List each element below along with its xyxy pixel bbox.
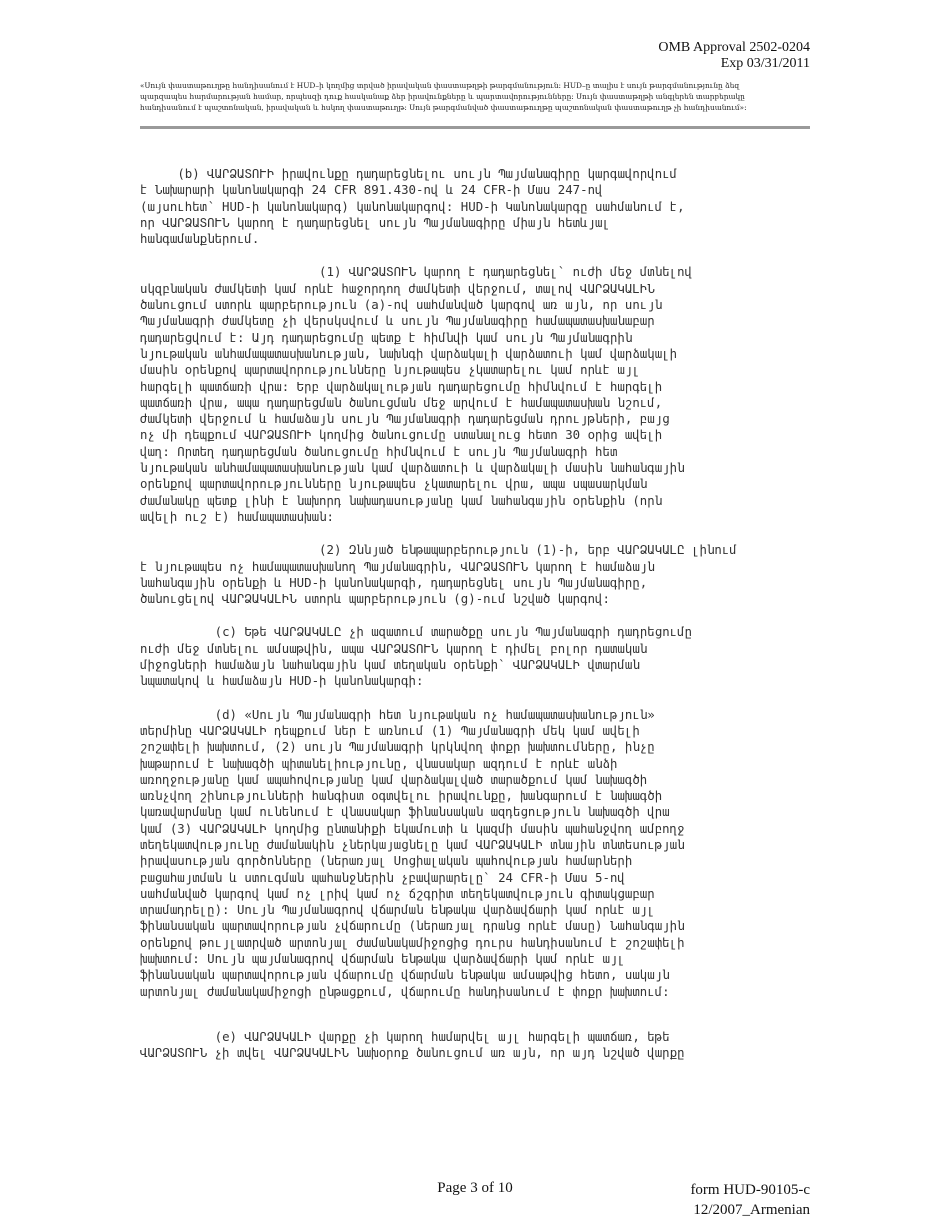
text-line: հարգելի պատճառի վրա: Երբ վարձակալության դադարեցումը հիմնվում է հարգելի (140, 378, 663, 394)
text-line: կամ (3) ՎԱՐՁԱԿԱԼԻ կողմից ընտանիքի եկամուտի և կազմի մասին պահանջվող ամբողջ (140, 820, 685, 836)
text-line: վաղ: Որտեղ դադարեցման ծանուցումը հիմնվում է սույն Պայմանագրի հետ (140, 443, 618, 459)
text-line: օրենքով թույլատրված արտոնյալ ժամանակամիջոցից դուրս հանդիսանում է շոշափելի (140, 934, 685, 950)
text-line: (2) Զննյած ենթապարբերություն (1)-ի, երբ ՎԱՐՁԱԿԱԼԸ լինում (140, 542, 737, 558)
text-line: ժամանակը պետք լինի է նախորդ նախադասությանը կամ նահանգային օրենքին (որն (140, 492, 663, 508)
text-line: օրենքով պարտավորությունները նյութապես չկատարելու վրա, ապա սպասարկման (140, 476, 648, 492)
text-line: (b) ՎԱՐՁԱՏՈՒԻ իրավունքը դադարեցնելու սույն Պայմանագիրը կարգավորվում (140, 166, 678, 181)
omb-approval-number: OMB Approval 2502-0204 (658, 40, 810, 55)
paragraph-e (140, 1029, 832, 1062)
text-line: ֆինանսական պարտավորության վճարումը վճարման ենթակա ամսաթվից հետո, սակայն (140, 967, 670, 983)
text-line: կառավարմանը կամ ունենում է վնասակար ֆինանսական ազդեցություն նախագծի վրա (140, 804, 670, 820)
document-body (140, 166, 832, 1062)
text-line: ծանուցում ստորև պարբերություն (a)-ով սահմանված կարգով առ այն, որ սույն (140, 297, 663, 313)
text-line: (e) ՎԱՐՁԱԿԱԼԻ վարքը չի կարող համարվել այլ հարգելի պատճառ, եթե (140, 1028, 670, 1044)
text-line: ժամկետի վերջում և համաձայն սույն Պայմանագրի դադարեցման դրույթների, բայց (140, 411, 670, 427)
paragraph-b1 (140, 264, 832, 525)
text-line: տրամադրելը): Սույն Պայմանագրով վճարման ենթակա վարձավճարի կամ որևէ այլ (140, 902, 655, 918)
text-line: «Սույն փաստաթուղթը հանդիսանում է HUD–ի կողմից տրված իրավական փաստաթղթի թարգմանություն։ HUD–ը տալիս է սույն թարգմանությունը ձեզ (140, 81, 740, 90)
paragraph-b2 (140, 542, 832, 607)
text-line: (c) Եթե ՎԱՐՁԱԿԱԼԸ չի ազատում տարածքը սույն Պայմանագրի դադրեցումը (140, 624, 693, 640)
text-line: է նյութապես ոչ համապատասխանող Պայմանագրին, ՎԱՐՁԱՏՈՒՆ կարող է համաձայն (140, 558, 655, 574)
text-line: ավելի ուշ է) համապատասխան: (140, 508, 334, 524)
text-line: սահմանված կարգով կամ ոչ լրիվ կամ ոչ ճշգրիտ տեղեկատվություն գիտակցաբար (140, 885, 655, 901)
text-line: Պայմանագրի ժամկետը չի վերսկսվում և սույն Պայմանագիրը համապատասխանաբար (140, 313, 655, 329)
header-divider (140, 126, 810, 129)
text-line: պարզապես հարմարության համար, որպեսզի դուք հասկանաք ձեր իրավունքները և պարտավորությունները։ Սույն փաստաթղթի անգլերեն տարբերակը (140, 92, 745, 101)
text-line: ոչ մի դեպքում ՎԱՐՁԱՏՈՒԻ կողմից ծանուցումը ստանալուց հետո 30 օրից ավելի (140, 427, 663, 443)
text-line: նյութական անհամապատասխանության կամ վարձատուի և վարձակալի մասին նահանգային (140, 460, 685, 476)
text-line: միջոցների համաձայն նահանգային կամ տեղական օրենքի` ՎԱՐՁԱԿԱԼԻ վտարման (140, 657, 640, 673)
text-line: բացահայտման և ստուգման պահանջներին չբավարարելը` 24 CFR-ի Մաս 5-ով (140, 869, 625, 885)
text-line: նյութական անհամապատասխանության, նախնգի վարձակալի վարձատուի կամ վարձակալի (140, 345, 678, 361)
text-line: հանդիսանում է պաշտոնական, իրավական և հսկող փաստաթուղթ։ Սույն թարգմանված փաստաթուղթը պաշտոնական փաստաթուղթ չի հանդիսանում»։ (140, 103, 747, 112)
text-line: շոշափելի խախտում, (2) սույն Պայմանագրի կրկնվող փոքր խախտումները, ինչը (140, 739, 655, 755)
text-line: նահանգային օրենքի և HUD-ի կանոնակարգի, դադարեցնել սույն Պայմանագիրը, (140, 574, 648, 590)
text-line: ծանուցելով ՎԱՐՁԱԿԱԼԻՆ ստորև պարբերություն (g)-ում նշված կարգով: (140, 591, 610, 607)
text-line: (այսուհետ՝ HUD-ի կանոնակարգ) կանոնակարգով: HUD-ի Կանոնակարգը սահմանում է, (140, 198, 685, 214)
form-version: 12/2007_Armenian (693, 1202, 810, 1218)
text-line: իրավասության գործոնները (ներառյալ Սոցիալական պահովության համարների (140, 853, 633, 869)
text-line: հանգամանքներում. (140, 231, 260, 247)
page-number: Page 3 of 10 (437, 1180, 513, 1196)
text-line: տեղեկատվությունը ժամանակին չներկայացնելը կամ ՎԱՐՁԱԿԱԼԻ տնային տնտեսության (140, 836, 685, 852)
text-line: պատճառի վրա, ապա դադարեցման ծանուցման մեջ արվում է համապատասխան նշում, (140, 394, 663, 410)
text-line: ուժի մեջ մտնելու ամսաթվին, ապա ՎԱՐՁԱՏՈՒՆ կարող է դիմել բոլոր դատական (140, 640, 648, 656)
omb-approval-block (658, 40, 810, 72)
text-line: (d) «Սույն Պայմանագրի հետ նյութական ոչ համապատասխանություն» (140, 706, 655, 722)
text-line: ֆինանսական պարտավորության չվճարումը (ներառյալ դրանց որևէ մասը) Նահանգային (140, 918, 685, 934)
text-line: առնչվող շինությունների հանգիստ օգտվելու իրավունքը, խանգարում է նախագծի (140, 788, 663, 804)
paragraph-d (140, 707, 832, 1000)
text-line: դադարեցվում է: Այդ դադարեցումը պետք է հիմնվի կամ սույն Պայմանագրին (140, 329, 633, 345)
omb-expiration-date: Exp 03/31/2011 (720, 56, 810, 71)
form-number: form HUD-90105-c (690, 1182, 810, 1198)
text-line: որ ՎԱՐՁԱՏՈՒՆ կարող է դադարեցնել սույն Պայմանագիրը միայն հետևյալ (140, 214, 610, 230)
text-line: սկզբնական ժամկետի կամ որևէ հաջորդող ժամկետի վերջում, տալով ՎԱՐՁԱԿԱԼԻՆ (140, 280, 655, 296)
translation-notice (140, 80, 810, 113)
text-line: խաթարում է նախագծի պիտանելիությունը, վնասակար ազդում է որևէ անձի (140, 755, 618, 771)
text-line: մասին օրենքով պարտավորությունները նյութապես չկատարելու կամ որևէ այլ (140, 362, 640, 378)
text-line: արտոնյալ ժամանակամիջոցի ընթացքում, վճարումը հանդիսանում է փոքր խախտում: (140, 983, 670, 999)
text-line: է Նախարարի կանոնակարգի 24 CFR 891.430-ով և 24 CFR-ի Մաս 247-ով (140, 182, 603, 198)
text-line: ՎԱՐՁԱՏՈՒՆ չի տվել ՎԱՐՁԱԿԱԼԻՆ նախօրոք ծանուցում առ այն, որ այդ նշված վարքը (140, 1045, 685, 1061)
paragraph-b (140, 166, 832, 247)
text-line: (1) ՎԱՐՁԱՏՈՒՆ կարող է դադարեցնել` ուժի մեջ մտնելով (140, 264, 693, 280)
paragraph-c (140, 624, 832, 689)
text-line: խախտում: Սույն պայմանագրով վճարման ենթակա վարձավճարի կամ որևէ այլ (140, 951, 625, 967)
text-line: առողջությանը կամ ապահովությանը կամ վարձակալված տարածքում կամ նախագծի (140, 771, 648, 787)
form-id-block (690, 1180, 810, 1220)
text-line: նպատակով և համաձայն HUD-ի կանոնակարգի: (140, 673, 424, 689)
text-line: տերմինը ՎԱՐՁԱԿԱԼԻ դեպքում ներ է առնում (1) Պայմանագրի մեկ կամ ավելի (140, 722, 640, 738)
